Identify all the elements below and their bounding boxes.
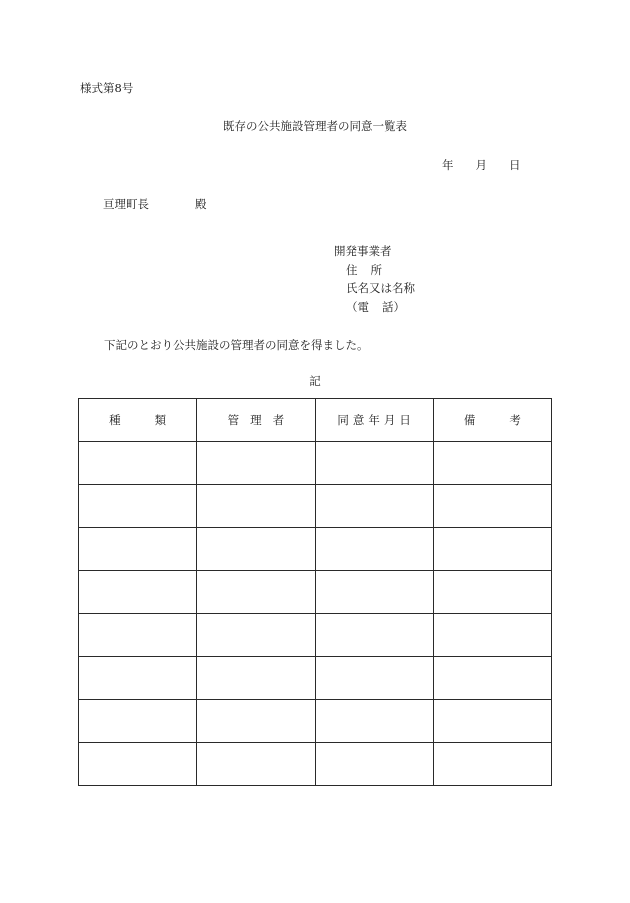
consent-table bbox=[78, 398, 552, 786]
table-cell bbox=[79, 485, 197, 528]
table-row bbox=[79, 614, 552, 657]
header-consent-date-char: 年 bbox=[368, 413, 380, 427]
table-cell bbox=[433, 700, 551, 743]
header-manager-char: 管 bbox=[227, 413, 240, 427]
table-cell bbox=[433, 743, 551, 786]
table-cell bbox=[197, 614, 315, 657]
phone-label bbox=[334, 298, 415, 317]
table-cell bbox=[315, 442, 433, 485]
date-line bbox=[442, 160, 521, 172]
addressee-honorific: 殿 bbox=[195, 197, 207, 211]
table-cell bbox=[197, 442, 315, 485]
document-title: 既存の公共施設管理者の同意一覧表 bbox=[223, 119, 407, 133]
table-cell bbox=[79, 614, 197, 657]
ki-heading: 記 bbox=[309, 374, 321, 388]
table-cell bbox=[197, 485, 315, 528]
header-type-char: 類 bbox=[154, 413, 167, 427]
table-cell bbox=[197, 528, 315, 571]
header-consent-date-char: 月 bbox=[383, 413, 396, 427]
header-manager-char: 者 bbox=[272, 413, 285, 427]
header-consent-date-char: 意 bbox=[352, 413, 365, 427]
table-cell bbox=[315, 485, 433, 528]
table-row bbox=[79, 657, 552, 700]
header-type-char: 種 bbox=[109, 413, 121, 427]
table-cell bbox=[315, 571, 433, 614]
table-row bbox=[79, 700, 552, 743]
table-cell bbox=[79, 657, 197, 700]
table-row bbox=[79, 528, 552, 571]
table-cell bbox=[79, 442, 197, 485]
date-month-label: 月 bbox=[475, 158, 487, 172]
developer-block bbox=[334, 242, 415, 316]
table-cell bbox=[197, 743, 315, 786]
table-cell bbox=[433, 485, 551, 528]
table-cell bbox=[315, 657, 433, 700]
table-header-row bbox=[79, 399, 552, 442]
table-cell bbox=[79, 743, 197, 786]
date-day-label: 日 bbox=[509, 158, 521, 172]
table-cell bbox=[315, 700, 433, 743]
header-consent-date-char: 同 bbox=[337, 413, 349, 427]
table-cell bbox=[79, 528, 197, 571]
addressee bbox=[103, 199, 207, 211]
table-cell bbox=[433, 614, 551, 657]
header-manager bbox=[197, 399, 315, 442]
address-label bbox=[334, 261, 415, 280]
date-year-label: 年 bbox=[442, 158, 454, 172]
phone-label-open: （電 bbox=[346, 299, 369, 314]
table-cell bbox=[315, 528, 433, 571]
name-label: 氏名又は名称 bbox=[346, 281, 415, 295]
table-cell bbox=[197, 571, 315, 614]
header-remarks-char: 考 bbox=[509, 413, 521, 427]
body-text: 下記のとおり公共施設の管理者の同意を得ました。 bbox=[104, 338, 369, 352]
table-cell bbox=[79, 700, 197, 743]
table-cell bbox=[433, 442, 551, 485]
table-cell bbox=[433, 571, 551, 614]
developer-heading: 開発事業者 bbox=[334, 244, 392, 258]
header-type bbox=[79, 399, 197, 442]
table-cell bbox=[433, 528, 551, 571]
address-label-char-2: 所 bbox=[370, 262, 382, 277]
header-consent-date-char: 日 bbox=[399, 413, 411, 427]
table-row bbox=[79, 571, 552, 614]
address-label-char-1: 住 bbox=[346, 262, 358, 277]
table-cell bbox=[433, 657, 551, 700]
header-manager-char: 理 bbox=[250, 413, 262, 427]
header-remarks bbox=[433, 399, 551, 442]
table-cell bbox=[315, 614, 433, 657]
table-row bbox=[79, 442, 552, 485]
table-cell bbox=[315, 743, 433, 786]
table-cell bbox=[79, 571, 197, 614]
table-row bbox=[79, 485, 552, 528]
table-row bbox=[79, 743, 552, 786]
form-number: 様式第8号 bbox=[80, 81, 134, 95]
table-cell bbox=[197, 700, 315, 743]
addressee-name: 亘理町長 bbox=[103, 197, 149, 211]
header-consent-date bbox=[315, 399, 433, 442]
header-remarks-char: 備 bbox=[463, 413, 476, 427]
phone-label-close: 話） bbox=[382, 299, 405, 314]
table-cell bbox=[197, 657, 315, 700]
